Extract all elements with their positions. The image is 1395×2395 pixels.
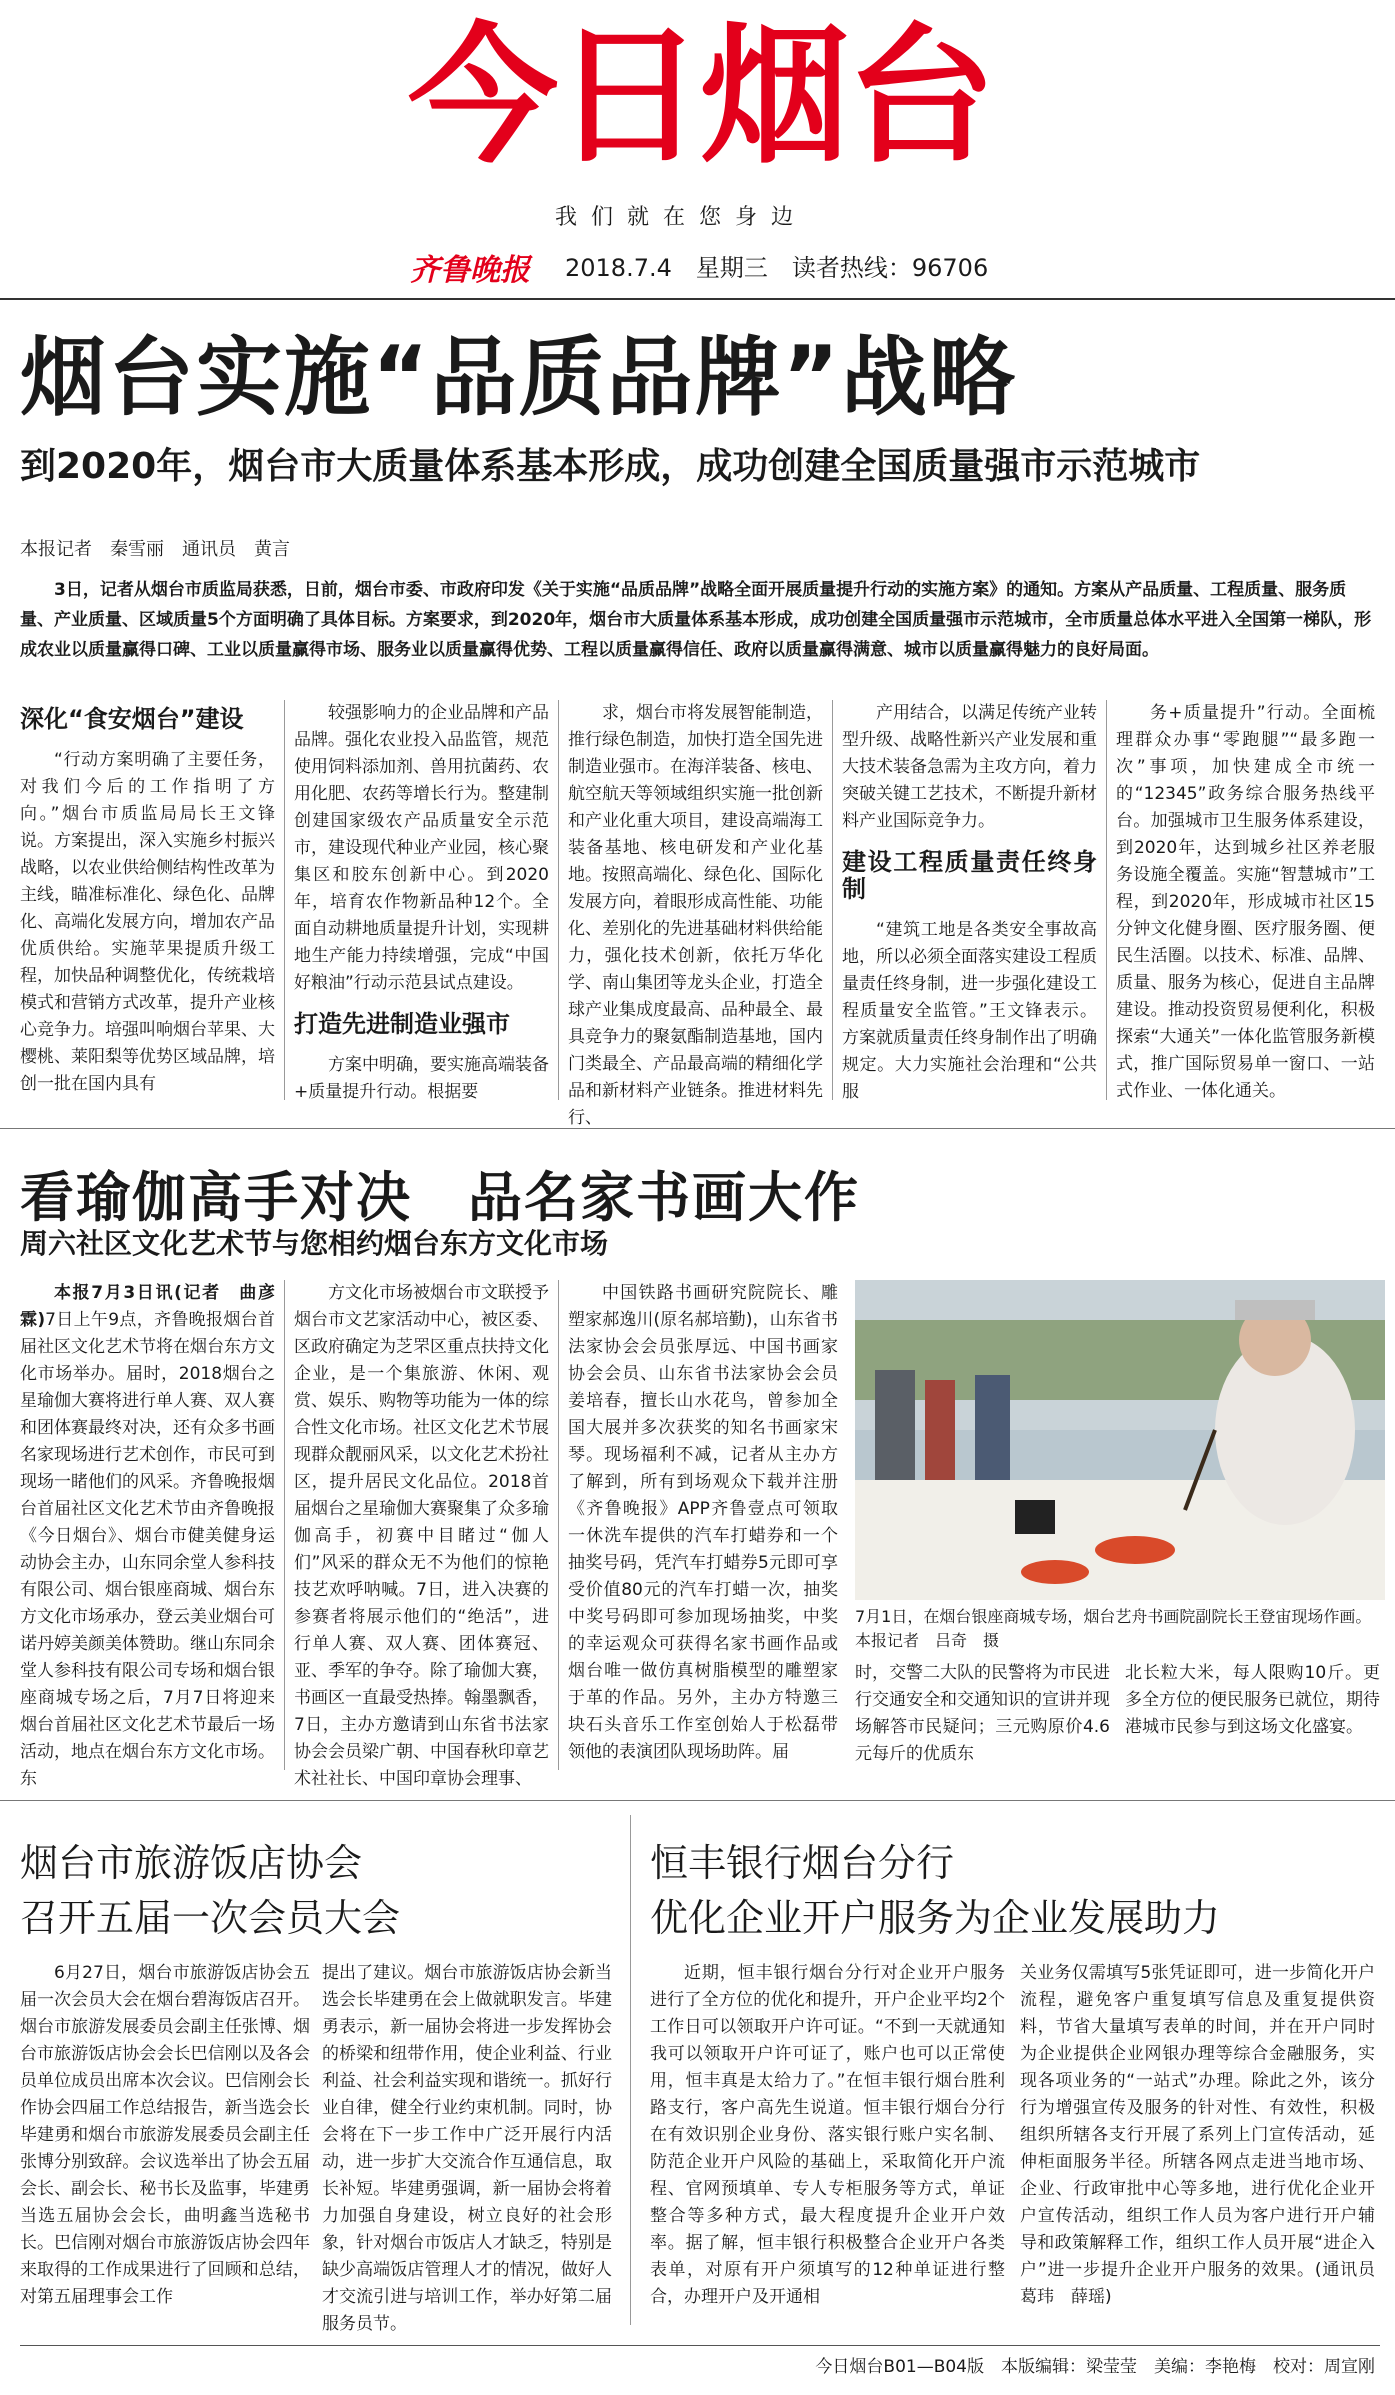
masthead-title: 今日烟台 [407,10,992,184]
story4-headline-line1: 恒丰银行烟台分行 [650,1841,955,1885]
lead-column-2 [294,700,549,1105]
story4-col1-text: 近期，恒丰银行烟台分行对企业开户服务进行了全方位的优化和提升，开户企业平均2个工作日可以领取开户许可证。“不到一天就通知我可以领取开户许可证了，账户也可以正常使用，恒丰真是太给力了。”在恒丰银行烟台胜利路支行，客户高先生说道。恒丰银行烟台分行在有效识别企业身份、落实银行账户实名制、防范企业开户风险的基础上，采取简化开户流程、官网预填单、专人专柜服务等方式，单证整合等多种方式，最大程度提升企业开户效率。据了解，恒丰银行积极整合企业开户各类表单，对原有开户须填写的12种单证进行整合，办理开户及开通相 [650,1963,1005,2307]
lead-column-5 [1116,700,1375,1105]
lead-col2-text: 较强影响力的企业品牌和产品品牌。强化农业投入品监管，规范使用饲料添加剂、兽用抗菌药、农用化肥、农药等增长行为。整建制创建国家级农产品质量安全示范市，建设现代种业产业园，核心聚集区和胶东创新中心。到2020年，培育农作物新品种12个。全面自动耕地质量提升计划，实现耕地生产能力持续增强，完成“中国好粮油”行动示范县试点建设。 [294,703,549,993]
page-footer: 今日烟台B01—B04版 本版编辑：梁莹莹 美编：李艳梅 校对：周宣刚 [815,2357,1375,2377]
footer-rule [20,2345,1380,2346]
story4-col2-text: 关业务仅需填写5张凭证即可，进一步简化开户流程，避免客户重复填写信息及重复提供资料，节省大量填写表单的时间，并在开户同时为企业提供企业网银办理等综合金融服务，实现各项业务的“一站式”办理。除此之外，该分行为增强宣传及服务的针对性、有效性，积极组织所辖各支行开展了系列上门宣传活动，延伸柜面服务半径。所辖各网点走进当地市场、企业、行政审批中心等多地，进行优化企业开户宣传活动，组织工作人员为客户进行开户辅导和政策解释工作，组织工作人员开展“进企入户”进一步提升企业开户服务的效果。(通讯员 葛玮 薛瑶) [1020,1963,1392,2307]
column-divider [1106,700,1107,1100]
story2-col2-text: 方文化市场被烟台市文联授予烟台市文艺家活动中心，被区委、区政府确定为芝罘区重点扶持文化企业，是一个集旅游、休闲、观赏、娱乐、购物等功能为一体的综合性文化市场。社区文化艺术节展现群众靓丽风采，以文化艺术扮社区，提升居民文化品位。2018首届烟台之星瑜伽大赛聚集了众多瑜伽高手，初赛中目睹过“伽人们”风采的群众无不为他们的惊艳技艺欢呼呐喊。7日，进入决赛的参赛者将展示他们的“绝活”，进行单人赛、双人赛、团体赛冠、亚、季军的争夺。除了瑜伽大赛，书画区一直最受热捧。翰墨飘香，7日，主办方邀请到山东省书法家协会会员梁广朝、中国春秋印章艺术社社长、中国印章协会理事、 [294,1283,549,1789]
news-photo [855,1280,1385,1600]
lead-col3-text: 求，烟台市将发展智能制造，推行绿色制造，加快打造全国先进制造业强市。在海洋装备、核电、航空航天等领域组织实施一批创新和产业化重大项目，建设高端海工装备基地、核电研发和产业化基地。按照高端化、绿色化、国际化发展方向，着眼形成高性能、功能化、差别化的先进基础材料供给能力，强化技术创新，依托万华化学、南山集团等龙头企业，打造全球产业集成度最高、品种最全、最具竞争力的聚氨酯制造基地，国内门类最全、产品最高端的精细化学品和新材料产业链条。推进材料先行、 [568,703,823,1128]
lead-subheadline: 到2020年，烟台市大质量体系基本形成，成功创建全国质量强市示范城市 [20,446,1201,487]
story2-column-3 [568,1280,838,1780]
lead-col2-subhead: 打造先进制造业强市 [294,1010,510,1038]
story2-subheadline: 周六社区文化艺术节与您相约烟台东方文化市场 [20,1227,609,1260]
lead-col5-text: 务+质量提升”行动。全面梳理群众办事“零跑腿”“最多跑一次”事项，加快建成全市统一的“12345”政务综合服务热线平台。加强城市卫生服务体系建设，到2020年，达到城乡社区养老服务设施全覆盖。实施“智慧城市”工程，到2020年，形成城市社区15分钟文化健身圈、医疗服务圈、便民生活圈。以技术、标准、品牌、质量、服务为核心，促进自主品牌建设。推动投资贸易便利化，积极探索“大通关”一体化监管服务新模式，推广国际贸易单一窗口、一站式作业、一体化通关。 [1116,703,1375,1101]
section-rule [0,1800,1395,1801]
masthead-slogan: 我们就在您身边 [555,205,808,230]
story3-headline-line2: 召开五届一次会员大会 [20,1896,401,1940]
lead-summary: 3日，记者从烟台市质监局获悉，日前，烟台市委、市政府印发《关于实施“品质品牌”战略全面开展质量提升行动的实施方案》的通知。方案从产品质量、工程质量、服务质量、产业质量、区域质量5个方面明确了具体目标。方案要求，到2020年，烟台市大质量体系基本形成，成功创建全国质量强市示范城市，全市质量总体水平进入全国第一梯队，形成农业以质量赢得口碑、工业以质量赢得市场、服务业以质量赢得优势、工程以质量赢得信任、政府以质量赢得满意、城市以质量赢得魅力的良好局面。 [20,580,1372,660]
calligraphy-photo-illustration [855,1280,1385,1600]
masthead-rule [0,298,1395,300]
story4-column-1 [650,1960,1005,2330]
story4-headline-line2: 优化企业开户服务为企业发展助力 [650,1896,1221,1940]
lead-column-1 [20,700,275,1105]
column-divider [284,1280,285,1770]
column-divider [832,700,833,1100]
story4-column-2 [1020,1960,1392,2330]
lead-col4-text: 产用结合，以满足传统产业转型升级、战略性新兴产业发展和重大技术装备急需为主攻方向，着力突破关键工艺技术，不断提升新材料产业国际竞争力。 [842,703,1097,831]
story3-column-1 [20,1960,310,2330]
lead-column-3 [568,700,823,1128]
lead-col2b-text: 方案中明确，要实施高端装备+质量提升行动。根据要 [294,1055,549,1102]
story3-col1-text: 6月27日，烟台市旅游饭店协会五届一次会员大会在烟台碧海饭店召开。烟台市旅游发展委员会副主任张博、烟台市旅游饭店协会会长巴信刚以及各会员单位成员出席本次会议。巴信刚会长作协会四届工作总结报告，新当选会长毕建勇和烟台市旅游发展委员会副主任张博分别致辞。会议选举出了协会五届会长、副会长、秘书长及监事，毕建勇当选五届协会会长，曲明鑫当选秘书长。巴信刚对烟台市旅游饭店协会四年来取得的工作成果进行了回顾和总结，对第五届理事会工作 [20,1963,310,2307]
story3-col2-text: 提出了建议。烟台市旅游饭店协会新当选会长毕建勇在会上做就职发言。毕建勇表示，新一届协会将进一步发挥协会的桥梁和纽带作用，使企业利益、行业利益、社会利益实现和谐统一。抓好行业自律，健全行业约束机制。同时，协会将在下一步工作中广泛开展行内活动，进一步扩大交流合作互通信息，取长补短。毕建勇强调，新一届协会将着力加强自身建设，树立良好的社会形象，针对烟台市饭店人才缺乏，特别是缺少高端饭店管理人才的情况，做好人才交流引进与培训工作，举办好第二届服务员节。 [322,1963,612,2334]
lead-col4b-text: “建筑工地是各类安全事故高地，所以必须全面落实建设工程质量责任终身制，进一步强化建设工程质量安全监管。”王文锋表示。方案就质量责任终身制作出了明确规定。大力实施社会治理和“公共服 [842,920,1097,1102]
lead-col1-text: “行动方案明确了主要任务，对我们今后的工作指明了方向。”烟台市质监局局长王文锋说。方案提出，深入实施乡村振兴战略，以农业供给侧结构性改革为主线，瞄准标准化、绿色化、品牌化、高端化发展方向，增加农产品优质供给。实施苹果提质升级工程，加快品种调整优化，传统栽培模式和营销方式改革，提升产业核心竞争力。培强叫响烟台苹果、大樱桃、莱阳梨等优势区域品牌，培创一批在国内具有 [20,750,275,1094]
story2-col1-text: 7日上午9点，齐鲁晚报烟台首届社区文化艺术节将在烟台东方文化市场举办。届时，2018烟台之星瑜伽大赛将进行单人赛、双人赛和团体赛最终对决，还有众多书画名家现场进行艺术创作，市民可到现场一睹他们的风采。齐鲁晚报烟台首届社区文化艺术节由齐鲁晚报《今日烟台》、烟台市健美健身运动协会主办，山东同余堂人参科技有限公司、烟台银座商城、烟台东方文化市场承办，登云美业烟台可诺丹婷美颜美体赞助。继山东同余堂人参科技有限公司专场和烟台银座商城专场之后，7月7日将迎来烟台首届社区文化艺术节最后一场活动，地点在烟台东方文化市场。东 [20,1310,275,1789]
lead-headline: 烟台实施“品质品牌”战略 [20,328,1018,428]
lead-col4-subhead: 建设工程质量责任终身制 [842,848,1097,903]
story3-headline-line1: 烟台市旅游饭店协会 [20,1841,363,1885]
photo-caption: 7月1日，在烟台银座商城专场，烟台艺舟书画院副院长王登宙现场作画。本报记者 吕奇 摄 [855,1607,1372,1650]
story2-col4-text: 时，交警二大队的民警将为市民进行交通安全和交通知识的宣讲并现场解答市民疑问；三元购原价4.6元每斤的优质东 [855,1663,1110,1764]
column-divider [558,1280,559,1770]
lead-col1-subhead: 深化“食安烟台”建设 [20,705,244,733]
section-rule [0,1128,1395,1129]
lead-byline: 本报记者 秦雪丽 通讯员 黄言 [20,539,290,560]
dateline: 2018.7.4 星期三 读者热线：96706 [565,254,989,282]
story2-column-4 [855,1660,1110,1780]
column-divider [558,700,559,1100]
story2-col5-text: 北长粒大米，每人限购10斤。更多全方位的便民服务已就位，期待港城市民参与到这场文化盛宴。 [1125,1663,1380,1737]
lead-column-4 [842,700,1097,1105]
story2-headline: 看瑜伽高手对决 品名家书画大作 [20,1166,860,1229]
story2-column-1 [20,1280,275,1789]
story2-column-2 [294,1280,549,1789]
story3-column-2 [322,1960,612,2334]
brand-logo: 齐鲁晚报 [410,253,530,288]
story2-column-5 [1125,1660,1380,1780]
story2-lead-in: 本报7月3日讯(记者 曲彦霖) [20,1283,275,1330]
column-divider [630,1815,631,2325]
column-divider [284,700,285,1100]
story2-col3-text: 中国铁路书画研究院院长、雕塑家郝逸川(原名郝培勤)，山东省书法家协会会员张厚远、中国书画家协会会员、山东省书法家协会会员姜培春，擅长山水花鸟，曾参加全国大展并多次获奖的知名书画家宋琴。现场福利不减，记者从主办方了解到，所有到场观众下载并注册《齐鲁晚报》APP齐鲁壹点可领取一休洗车提供的汽车打蜡券和一个抽奖号码，凭汽车打蜡券5元即可享受价值80元的汽车打蜡一次，抽奖中奖号码即可参加现场抽奖，中奖的幸运观众可获得名家书画作品或烟台唯一做仿真树脂模型的雕塑家于革的作品。另外，主办方特邀三块石头音乐工作室创始人于松磊带领他的表演团队现场助阵。届 [568,1283,838,1762]
